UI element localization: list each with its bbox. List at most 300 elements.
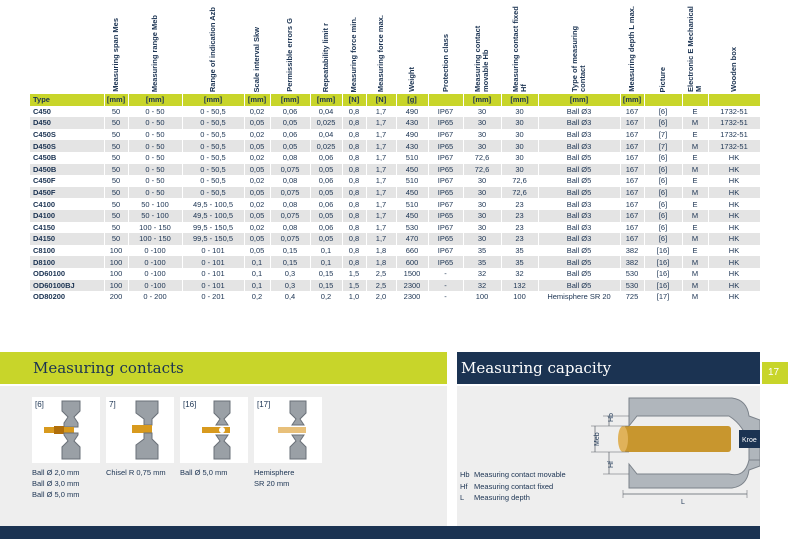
type-cell: D450B <box>30 164 104 176</box>
column-separator <box>538 0 539 331</box>
table-cell: E <box>682 129 708 141</box>
column-separator <box>463 0 464 331</box>
table-cell: 0,2 <box>310 291 342 303</box>
table-cell: - <box>428 291 463 303</box>
table-cell: 0,02 <box>244 175 270 187</box>
column-separator <box>104 0 105 331</box>
table-cell: 0 - 200 <box>128 291 182 303</box>
table-cell: 0,3 <box>270 268 310 280</box>
table-cell: 0,08 <box>270 198 310 210</box>
table-cell: 0,1 <box>310 256 342 268</box>
table-cell: 382 <box>620 245 644 257</box>
table-cell: 35 <box>463 245 501 257</box>
table-cell: 100 - 150 <box>128 233 182 245</box>
table-cell: 0 -100 <box>128 280 182 292</box>
table-cell: 0,05 <box>270 140 310 152</box>
table-header <box>0 0 760 94</box>
table-cell: M <box>682 164 708 176</box>
column-separator <box>128 0 129 331</box>
table-cell: 0 -100 <box>128 268 182 280</box>
table-cell: 30 <box>501 117 538 129</box>
table-cell: 167 <box>620 106 644 118</box>
table-cell: 32 <box>463 268 501 280</box>
table-cell: 0,8 <box>342 210 366 222</box>
table-cell: Ball Ø5 <box>538 152 620 164</box>
table-cell: 0 - 50,5 <box>182 106 244 118</box>
table-cell: [6] <box>644 198 682 210</box>
table-cell: 0 - 50,5 <box>182 164 244 176</box>
contact-desc-17: Hemisphere SR 20 mm <box>254 468 295 488</box>
table-cell: 200 <box>104 291 128 303</box>
table-cell: 0 - 50 <box>128 117 182 129</box>
table-cell: 100 - 150 <box>128 222 182 234</box>
column-separator <box>366 0 367 331</box>
table-cell: 50 <box>104 140 128 152</box>
table-cell: IP65 <box>428 256 463 268</box>
table-cell: 50 <box>104 164 128 176</box>
brand-label: Kroe <box>742 437 757 444</box>
table-cell: 1,7 <box>366 140 396 152</box>
table-cell: 99,5 - 150,5 <box>182 222 244 234</box>
type-cell: C8100 <box>30 245 104 257</box>
table-cell: 0,15 <box>270 245 310 257</box>
table-cell: IP67 <box>428 245 463 257</box>
table-cell: 1,7 <box>366 210 396 222</box>
table-row <box>30 280 760 292</box>
col-header-protection-class: Protection class <box>440 34 450 92</box>
table-cell: 1,8 <box>366 245 396 257</box>
contact-label-17: [17] <box>257 400 271 409</box>
table-cell: 50 - 100 <box>128 198 182 210</box>
table-cell <box>682 94 708 106</box>
page-number-badge <box>762 362 788 384</box>
table-cell <box>428 94 463 106</box>
table-cell: 1500 <box>396 268 428 280</box>
table-cell: 100 <box>104 245 128 257</box>
table-cell: 0,8 <box>342 106 366 118</box>
meb-label: Meb <box>594 432 601 446</box>
contact-label-16: [16] <box>183 400 197 409</box>
table-cell: Ball Ø5 <box>538 268 620 280</box>
table-cell: 0 - 50,5 <box>182 140 244 152</box>
table-cell: IP65 <box>428 164 463 176</box>
table-cell: 0 - 50,5 <box>182 187 244 199</box>
table-cell: Ball Ø3 <box>538 106 620 118</box>
col-header-measuring-depth: Measuring depth L max. <box>627 6 636 92</box>
table-cell: 50 <box>104 117 128 129</box>
table-cell: 0,1 <box>244 268 270 280</box>
table-cell: 50 <box>104 175 128 187</box>
table-cell: 510 <box>396 175 428 187</box>
table-cell: HK <box>708 222 760 234</box>
table-cell: E <box>682 106 708 118</box>
table-cell: IP67 <box>428 198 463 210</box>
table-cell: Ball Ø5 <box>538 280 620 292</box>
table-cell: 23 <box>501 198 538 210</box>
column-separator <box>270 0 271 331</box>
col-header-weight: Weight <box>407 67 416 92</box>
table-cell: HK <box>708 164 760 176</box>
table-cell: [mm] <box>182 94 244 106</box>
table-cell: 0 - 50 <box>128 175 182 187</box>
table-cell: IP67 <box>428 129 463 141</box>
table-cell: 30 <box>501 129 538 141</box>
type-cell: C4150 <box>30 222 104 234</box>
table-row <box>30 164 760 176</box>
col-header-measuring-range: Measuring range Meb <box>150 14 159 92</box>
table-cell: 725 <box>620 291 644 303</box>
table-cell: HK <box>708 268 760 280</box>
table-cell: [6] <box>644 164 682 176</box>
table-cell: IP65 <box>428 187 463 199</box>
table-cell: M <box>682 256 708 268</box>
table-cell: 72,6 <box>501 175 538 187</box>
table-cell: [17] <box>644 291 682 303</box>
table-cell: 50 - 100 <box>128 210 182 222</box>
table-cell: [mm] <box>244 94 270 106</box>
table-cell: 49,5 - 100,5 <box>182 210 244 222</box>
table-cell: 30 <box>463 198 501 210</box>
table-cell: 0,025 <box>310 117 342 129</box>
table-cell: 0,05 <box>244 117 270 129</box>
table-cell: 2,5 <box>366 280 396 292</box>
table-cell: [N] <box>366 94 396 106</box>
table-cell: 167 <box>620 140 644 152</box>
table-cell: 1,7 <box>366 233 396 245</box>
table-cell: 167 <box>620 117 644 129</box>
table-cell: IP65 <box>428 210 463 222</box>
type-cell: OD60100 <box>30 268 104 280</box>
table-cell: [mm] <box>501 94 538 106</box>
col-header-contact-movable: Measuring contact movable Hb <box>473 25 490 92</box>
table-cell: 1,5 <box>342 280 366 292</box>
table-cell: [7] <box>644 129 682 141</box>
table-cell: 450 <box>396 210 428 222</box>
table-cell: 30 <box>463 222 501 234</box>
table-cell: 32 <box>501 268 538 280</box>
table-cell: E <box>682 175 708 187</box>
table-cell: 0,8 <box>342 175 366 187</box>
contact-desc-16: Ball Ø 5,0 mm <box>180 468 228 477</box>
type-cell: OD60100BJ <box>30 280 104 292</box>
table-cell: 530 <box>620 280 644 292</box>
table-cell: 167 <box>620 198 644 210</box>
bottom-bar <box>0 526 760 539</box>
table-cell: 1,0 <box>342 291 366 303</box>
spec-table <box>30 94 760 303</box>
table-cell: Hemisphere SR 20 <box>538 291 620 303</box>
table-cell: 50 <box>104 152 128 164</box>
table-cell: 50 <box>104 198 128 210</box>
table-cell: 100 <box>104 268 128 280</box>
table-cell: 510 <box>396 152 428 164</box>
table-cell: Ball Ø3 <box>538 210 620 222</box>
col-header-contact-type: Type of measuring contact <box>570 25 587 92</box>
table-cell: M <box>682 233 708 245</box>
contact-picture-6 <box>32 397 100 463</box>
table-cell: HK <box>708 245 760 257</box>
table-cell: 0,075 <box>270 233 310 245</box>
table-cell: 0,02 <box>244 198 270 210</box>
table-cell: 100 <box>104 280 128 292</box>
table-cell: 600 <box>396 256 428 268</box>
measuring-contacts-header <box>0 352 447 384</box>
table-row <box>30 222 760 234</box>
table-cell: 100 <box>104 256 128 268</box>
table-cell: 23 <box>501 233 538 245</box>
table-cell: [7] <box>644 140 682 152</box>
type-cell: D8100 <box>30 256 104 268</box>
table-cell: 0,04 <box>310 106 342 118</box>
table-cell: 30 <box>501 152 538 164</box>
table-cell: Ball Ø3 <box>538 233 620 245</box>
capacity-legend <box>460 469 566 504</box>
col-header-permissible-errors: Permissible errors G <box>285 18 294 92</box>
legend-item-hf: Hf Measuring contact fixed <box>460 481 554 491</box>
table-cell: 50 <box>104 222 128 234</box>
table-cell: 50 <box>104 106 128 118</box>
table-cell: [mm] <box>310 94 342 106</box>
table-cell: 1,7 <box>366 164 396 176</box>
table-cell: 490 <box>396 129 428 141</box>
table-cell: 0 - 50 <box>128 164 182 176</box>
measuring-capacity-panel <box>457 386 760 526</box>
table-cell: M <box>682 268 708 280</box>
table-cell: 0,8 <box>342 187 366 199</box>
table-cell: 0,8 <box>342 164 366 176</box>
table-cell: 35 <box>501 245 538 257</box>
table-cell: 72,6 <box>501 187 538 199</box>
contact-desc-6: Ball Ø 2,0 mm Ball Ø 3,0 mm Ball Ø 5,0 mm <box>32 468 80 499</box>
table-cell: 23 <box>501 222 538 234</box>
table-cell: 0,02 <box>244 152 270 164</box>
table-cell: HK <box>708 152 760 164</box>
table-cell: E <box>682 152 708 164</box>
table-cell: 0,05 <box>244 164 270 176</box>
table-cell: [16] <box>644 280 682 292</box>
table-cell: [6] <box>644 210 682 222</box>
table-cell: Ball Ø3 <box>538 117 620 129</box>
table-cell: IP67 <box>428 175 463 187</box>
table-cell: 0,08 <box>270 175 310 187</box>
table-cell: 0,8 <box>342 245 366 257</box>
table-cell: 0,02 <box>244 222 270 234</box>
table-cell: 0 - 50 <box>128 129 182 141</box>
table-cell: Ball Ø5 <box>538 187 620 199</box>
table-cell: 72,6 <box>463 164 501 176</box>
table-cell: 0,025 <box>310 140 342 152</box>
table-cell: 0,08 <box>270 152 310 164</box>
legend-item-hb: Hb Measuring contact movable <box>460 470 566 479</box>
col-header-picture: Picture <box>658 66 667 92</box>
table-cell: [6] <box>644 152 682 164</box>
table-cell: 0 - 50 <box>128 140 182 152</box>
table-cell: 132 <box>501 280 538 292</box>
table-row <box>30 198 760 210</box>
col-header-electronic-mechanical: Electronic E Mechanical M <box>686 6 703 92</box>
column-separator <box>644 0 645 331</box>
table-cell: [6] <box>644 175 682 187</box>
table-cell: 0 - 101 <box>182 245 244 257</box>
table-row <box>30 187 760 199</box>
col-header-scale-interval: Scale interval Skw <box>252 26 261 92</box>
table-cell: 32 <box>463 280 501 292</box>
table-cell: 530 <box>620 268 644 280</box>
column-separator <box>620 0 621 331</box>
table-cell: 0 - 101 <box>182 268 244 280</box>
table-cell: 0,02 <box>244 129 270 141</box>
table-cell: 0 -100 <box>128 245 182 257</box>
units-row <box>30 94 760 106</box>
table-cell: 0,15 <box>310 268 342 280</box>
table-cell: 0,05 <box>310 187 342 199</box>
col-header-range-of-indication: Range of indication Azb <box>208 6 217 92</box>
table-cell: M <box>682 210 708 222</box>
col-header-force-max: Measuring force max. <box>376 14 385 92</box>
table-cell: HK <box>708 175 760 187</box>
table-cell: 0,05 <box>244 210 270 222</box>
table-cell: 30 <box>501 106 538 118</box>
column-separator <box>428 0 429 331</box>
table-cell: 167 <box>620 233 644 245</box>
table-cell: 1,7 <box>366 222 396 234</box>
table-cell: 2300 <box>396 291 428 303</box>
table-row <box>30 129 760 141</box>
table-cell: Ball Ø3 <box>538 140 620 152</box>
table-cell: 50 <box>104 187 128 199</box>
measuring-contacts-title: Measuring contacts <box>33 359 184 377</box>
table-cell: 0,8 <box>342 233 366 245</box>
column-separator <box>396 0 397 331</box>
table-cell: 2,0 <box>366 291 396 303</box>
type-cell: Type <box>30 94 104 106</box>
table-cell: HK <box>708 233 760 245</box>
table-cell: 0,8 <box>342 140 366 152</box>
table-cell: 1,7 <box>366 106 396 118</box>
table-cell: 0,8 <box>342 256 366 268</box>
type-cell: D450 <box>30 117 104 129</box>
table-cell: M <box>682 140 708 152</box>
table-cell: 167 <box>620 129 644 141</box>
table-cell: [6] <box>644 222 682 234</box>
col-header-contact-fixed: Measuring contact fixed Hf <box>510 6 528 92</box>
table-cell: HK <box>708 187 760 199</box>
table-cell: 30 <box>463 106 501 118</box>
table-cell: E <box>682 198 708 210</box>
table-cell: 0,075 <box>270 164 310 176</box>
table-cell: 167 <box>620 152 644 164</box>
table-cell: 0 - 101 <box>182 280 244 292</box>
table-cell: [mm] <box>270 94 310 106</box>
table-cell: Ball Ø5 <box>538 175 620 187</box>
table-cell: 49,5 - 100,5 <box>182 198 244 210</box>
table-row <box>30 268 760 280</box>
type-cell: C4100 <box>30 198 104 210</box>
table-cell: HK <box>708 210 760 222</box>
table-cell: 167 <box>620 187 644 199</box>
table-cell: 0,1 <box>310 245 342 257</box>
table-cell: 99,5 - 150,5 <box>182 233 244 245</box>
table-cell: 167 <box>620 164 644 176</box>
table-cell: 0 - 50,5 <box>182 129 244 141</box>
table-cell: 0 - 101 <box>182 256 244 268</box>
table-row <box>30 106 760 118</box>
table-cell: - <box>428 280 463 292</box>
table-cell: 1,7 <box>366 152 396 164</box>
table-row <box>30 175 760 187</box>
table-cell: [mm] <box>104 94 128 106</box>
table-cell: 0,8 <box>342 222 366 234</box>
table-cell: IP65 <box>428 233 463 245</box>
table-cell: 72,6 <box>463 152 501 164</box>
table-cell: 1732-51 <box>708 106 760 118</box>
table-cell: 0,05 <box>244 187 270 199</box>
contact-label-7: 7] <box>109 400 116 409</box>
table-cell: 50 <box>104 210 128 222</box>
type-cell: OD80200 <box>30 291 104 303</box>
table-cell: 0,15 <box>270 256 310 268</box>
table-cell: IP65 <box>428 117 463 129</box>
table-cell <box>644 94 682 106</box>
table-cell: 660 <box>396 245 428 257</box>
table-cell: [6] <box>644 117 682 129</box>
table-cell: Ball Ø3 <box>538 198 620 210</box>
table-row <box>30 140 760 152</box>
table-cell: [mm] <box>620 94 644 106</box>
table-cell: 1732-51 <box>708 117 760 129</box>
measuring-capacity-title: Measuring capacity <box>461 359 612 377</box>
table-cell: 100 <box>463 291 501 303</box>
table-cell: 0 - 50 <box>128 187 182 199</box>
table-cell: 1,7 <box>366 187 396 199</box>
table-cell: 490 <box>396 106 428 118</box>
table-row <box>30 117 760 129</box>
table-cell: 167 <box>620 175 644 187</box>
type-cell: D4100 <box>30 210 104 222</box>
table-cell: 0,05 <box>244 245 270 257</box>
table-cell: Ball Ø3 <box>538 129 620 141</box>
table-cell: 0 - 50 <box>128 106 182 118</box>
table-cell: 30 <box>501 164 538 176</box>
table-cell: 30 <box>463 233 501 245</box>
type-cell: C450S <box>30 129 104 141</box>
table-cell: 450 <box>396 164 428 176</box>
contact-picture-7 <box>106 397 174 463</box>
table-cell: 30 <box>501 140 538 152</box>
table-cell: HK <box>708 198 760 210</box>
table-row <box>30 291 760 303</box>
table-cell: Ball Ø5 <box>538 245 620 257</box>
table-cell: 0,06 <box>310 152 342 164</box>
table-cell: IP65 <box>428 140 463 152</box>
table-cell: Ball Ø5 <box>538 256 620 268</box>
table-cell: 0,075 <box>270 210 310 222</box>
table-cell: 0,075 <box>270 187 310 199</box>
col-header-force-min: Measuring force min. <box>349 16 358 92</box>
table-cell: 1,7 <box>366 198 396 210</box>
type-cell: C450 <box>30 106 104 118</box>
table-cell: M <box>682 117 708 129</box>
table-cell: 167 <box>620 222 644 234</box>
table-cell: 0,06 <box>270 106 310 118</box>
table-cell: 0,8 <box>342 129 366 141</box>
table-row <box>30 256 760 268</box>
table-cell: 0,06 <box>310 198 342 210</box>
table-cell: 30 <box>463 117 501 129</box>
table-row <box>30 245 760 257</box>
table-cell: 0,2 <box>244 291 270 303</box>
table-cell: IP67 <box>428 152 463 164</box>
